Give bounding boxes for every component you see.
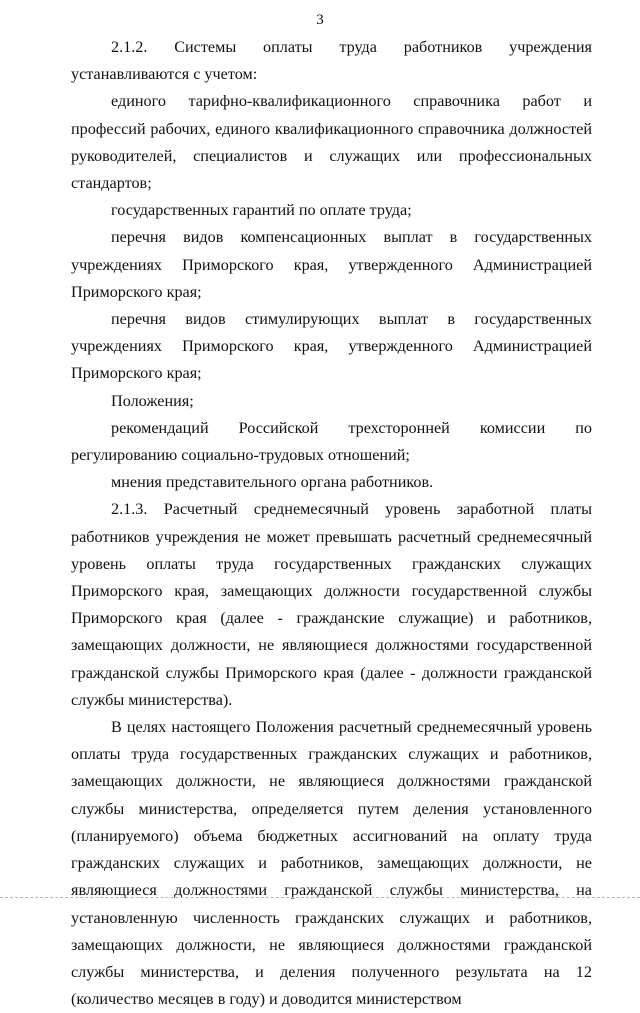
document-body xyxy=(71,34,592,1013)
paragraph-2-1-2-intro: 2.1.2. Системы оплаты труда работников учреждения устанавливаются с учетом: xyxy=(71,38,592,84)
paragraph-calculation-method: В целях настоящего Положения расчетный среднемесячный уровень оплаты труда государственных гражданских служащих и работников, замещающих должности, не являющиеся должностями гражданской службы министерства, определяется путем деления установленного (планируемого) объема бюджетных ассигнований на оплату труда гражданских служащих и работников, замещающих должности, не являющиеся должностями гражданской службы министерства, на установленную численность гражданских служащих и работников, замещающих должности, не являющиеся должностями гражданской службы министерства, и деления полученного результата на 12 (количество месяцев в году) и доводится министерством xyxy=(71,718,592,1009)
paragraph-state-guarantees: государственных гарантий по оплате труда; xyxy=(111,201,412,220)
paragraph-incentive-payments: перечня видов стимулирующих выплат в государственных учреждениях Приморского края, утвержденного Администрацией Приморского края; xyxy=(71,310,592,383)
paragraph-regulation: Положения; xyxy=(111,391,194,410)
paragraph-tripartite-commission: рекомендаций Российской трехсторонней комиссии по регулированию социально-трудовых отношений; xyxy=(71,418,592,465)
paragraph-employee-body-opinion: мнения представительного органа работников. xyxy=(111,473,434,492)
paragraph-compensation-payments: перечня видов компенсационных выплат в государственных учреждениях Приморского края, утвержденного Администрацией Приморского края; xyxy=(71,228,592,301)
page-number: 3 xyxy=(316,12,324,28)
paragraph-2-1-3: 2.1.3. Расчетный среднемесячный уровень заработной платы работников учреждения не может превышать расчетный среднемесячный уровень оплаты труда государственных гражданских служащих Приморского края, замещающих должности государственной службы Приморского края (далее - гражданские служащие) и работников, замещающих должности, не являющиеся должностями государственной гражданской службы Приморского края (далее - должности гражданской службы министерства). xyxy=(71,500,592,709)
scan-bottom-edge xyxy=(0,897,640,898)
paragraph-tariff-reference: единого тарифно-квалификационного справочника работ и профессий рабочих, единого квалификационного справочника должностей руководителей, специалистов и служащих или профессиональных стандартов; xyxy=(71,92,592,193)
